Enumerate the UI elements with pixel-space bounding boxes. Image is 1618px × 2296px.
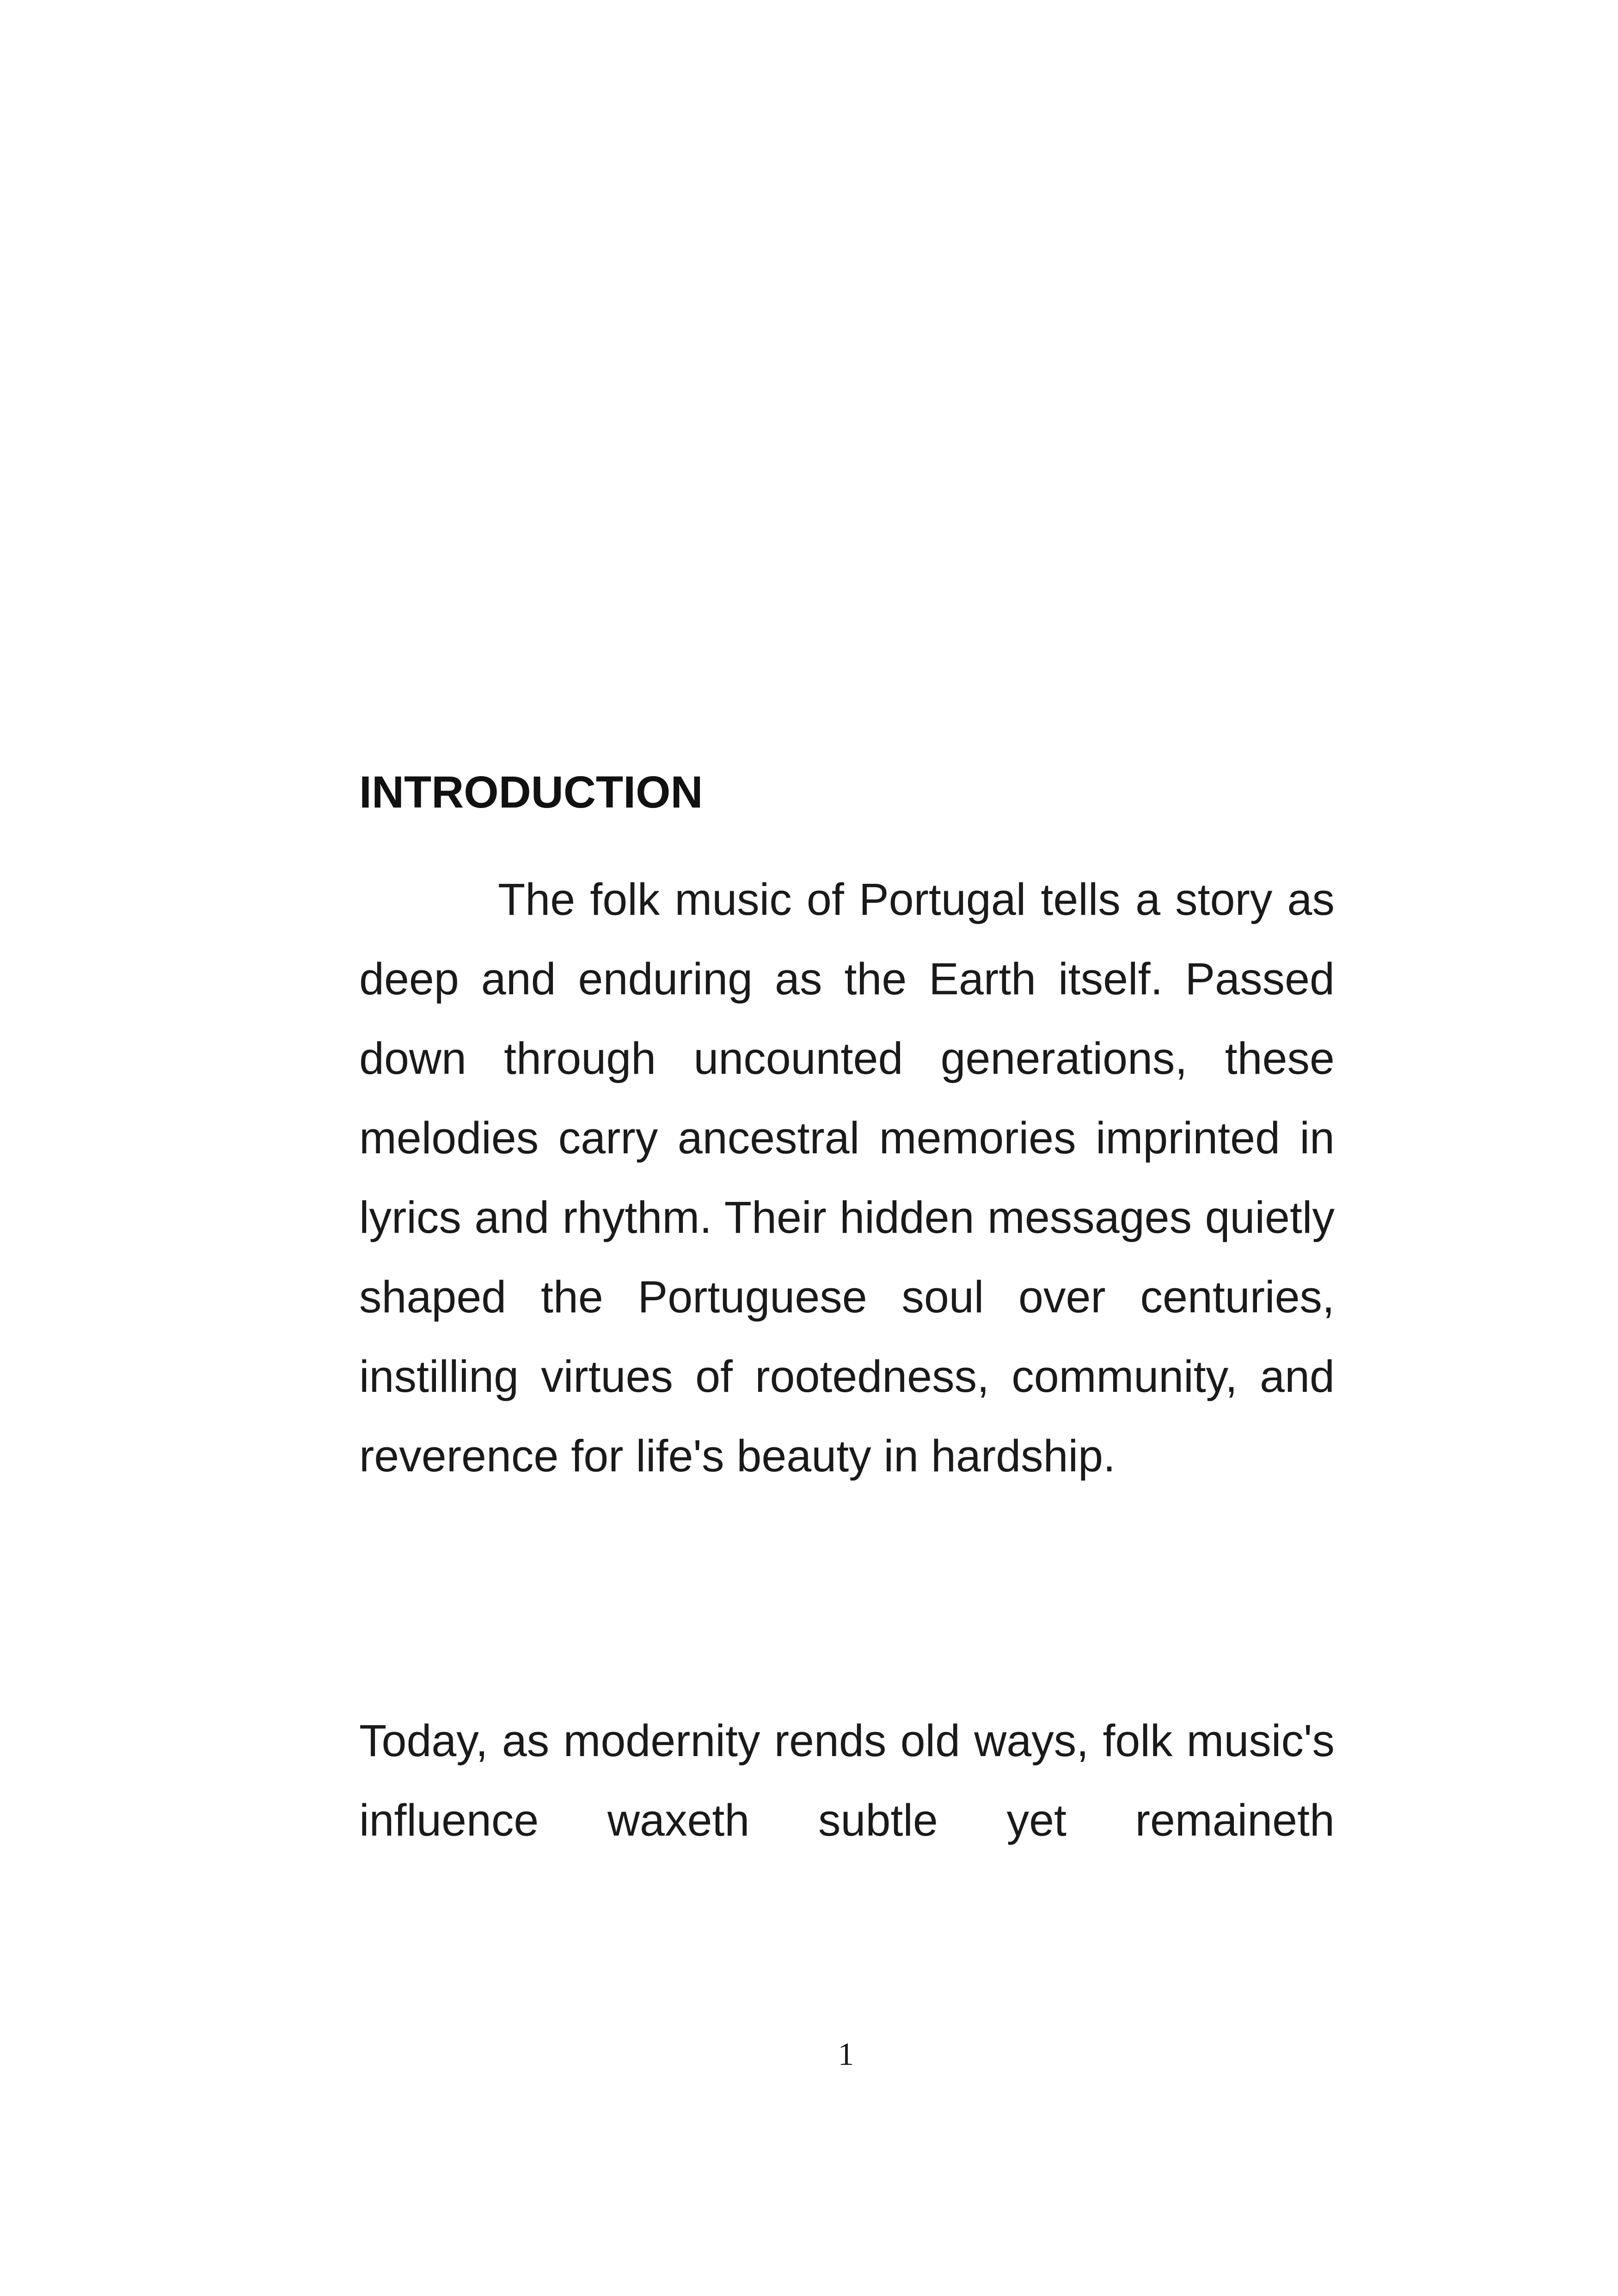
section-heading: INTRODUCTION — [359, 767, 703, 817]
body-paragraph-2: Today, as modernity rends old ways, folk music's influence waxeth subtle yet remaineth — [359, 1715, 1335, 1845]
body-paragraph-1: The folk music of Portugal tells a story as deep and enduring as the Earth itself. Passed down through uncounted generations, these melodies carry ancestral memories imprinted in lyrics and rhythm. Their hidden messages quietly shaped the Portuguese soul over centuries, instilling virtues of rootedness, community, and reverence for life's beauty in hardship. — [359, 874, 1335, 1481]
page-number: 1 — [838, 2037, 854, 2072]
